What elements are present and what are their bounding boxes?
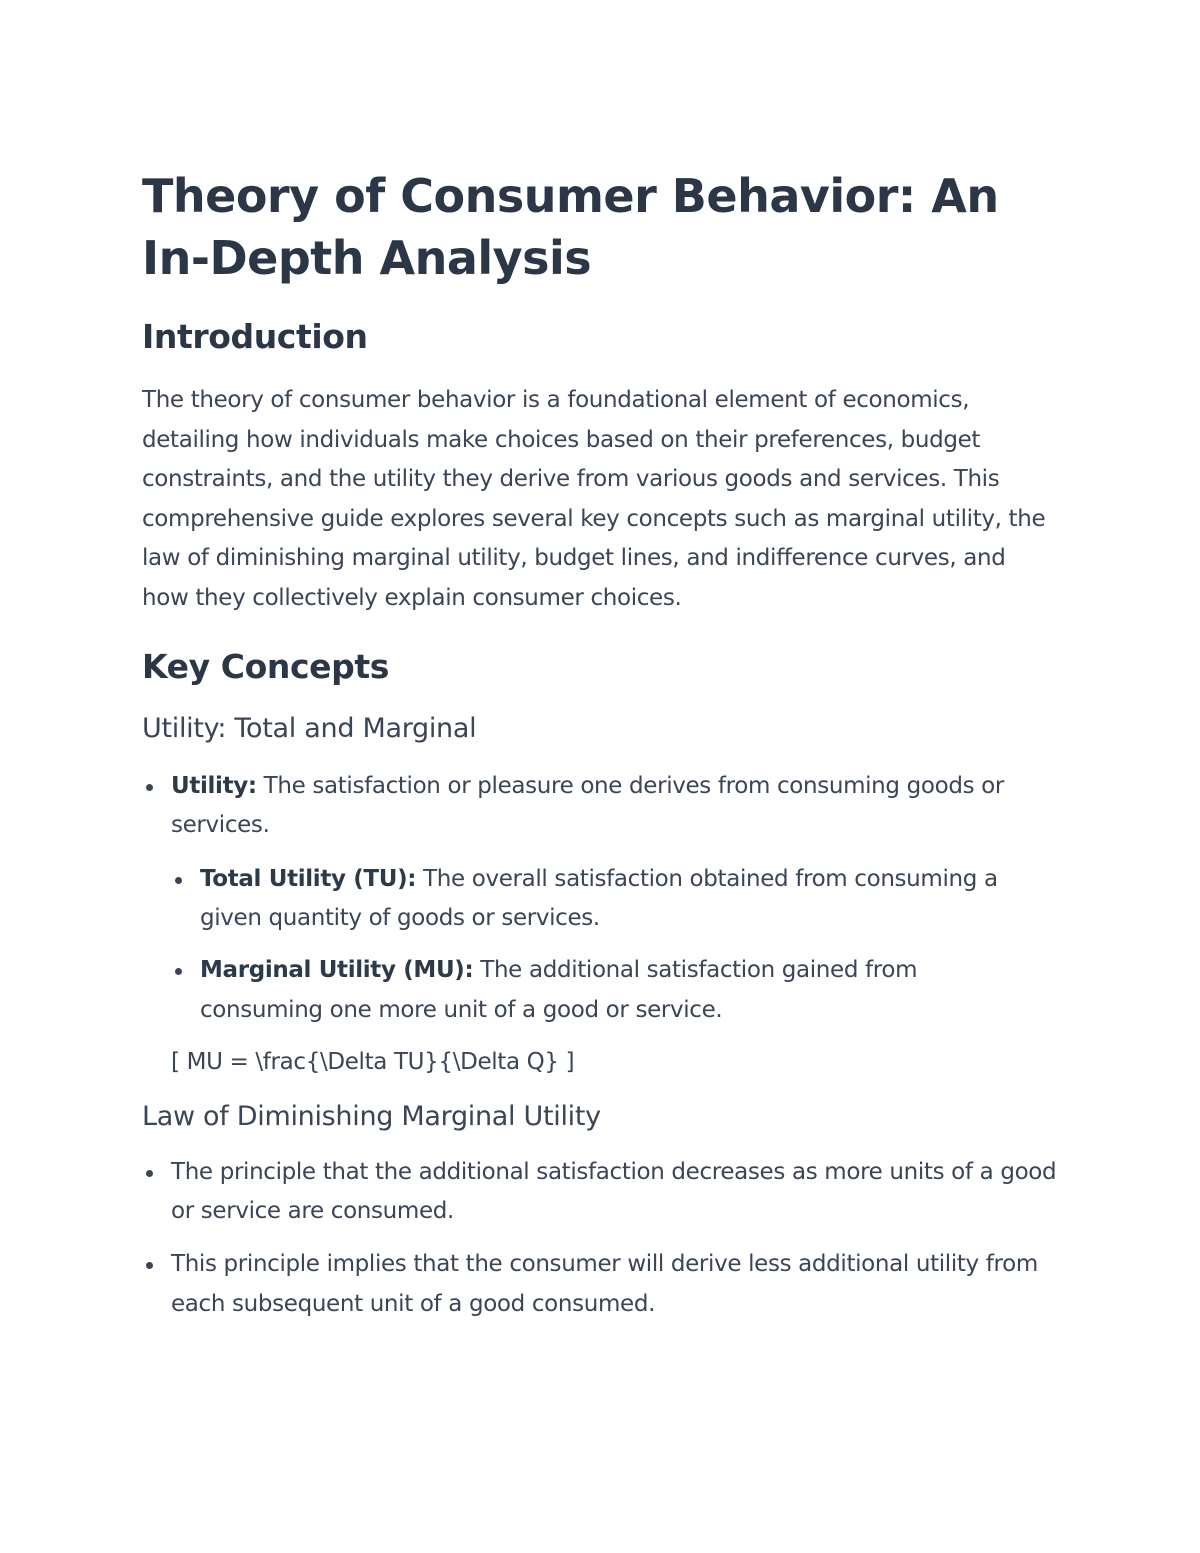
key-concepts-heading: Key Concepts [142,646,389,686]
document-title: Theory of Consumer Behavior: An In-Depth Analysis [142,169,999,285]
law-item-text: This principle implies that the consumer will derive less additional utility from each subsequent unit of a good consumed. [171,1250,1038,1317]
bullet-icon [146,1262,153,1269]
introduction-paragraph: The theory of consumer behavior is a foundational element of economics, detailing how individuals make choices based on their preferences, budget constraints, and the utility they derive from various goods and services. This comprehensive guide explores several key concepts such as marginal utility, the law of diminishing marginal utility, budget lines, and indifference curves, and how they collectively explain consumer choices. [142,387,1046,611]
law-subheading: Law of Diminishing Marginal Utility [142,1100,601,1132]
bullet-icon [175,968,182,975]
list-item [200,860,1062,939]
bullet-icon [175,877,182,884]
utility-sub-list [142,860,1062,1030]
list-item [171,1245,1062,1324]
document-page [142,165,1062,1324]
list-item [171,1153,1062,1232]
utility-list [142,767,1062,846]
law-item-text: The principle that the additional satisfaction decreases as more units of a good or service are consumed. [171,1158,1057,1225]
law-list [142,1153,1062,1324]
utility-definition: The satisfaction or pleasure one derives from consuming goods or services. [171,772,1004,839]
utility-subheading: Utility: Total and Marginal [142,712,477,744]
marginal-utility-term: Marginal Utility (MU): [200,956,474,983]
utility-term: Utility: [171,772,257,799]
total-utility-term: Total Utility (TU): [200,865,417,892]
marginal-utility-formula: [ MU = \frac{\Delta TU}{\Delta Q} ] [171,1049,575,1076]
introduction-heading: Introduction [142,317,368,356]
bullet-icon [146,1170,153,1177]
marginal-utility-definition: The additional satisfaction gained from consuming one more unit of a good or service. [200,956,918,1023]
total-utility-definition: The overall satisfaction obtained from consuming a given quantity of goods or services. [200,865,998,932]
bullet-icon [146,784,153,791]
list-item [200,951,980,1030]
list-item [171,767,1062,846]
